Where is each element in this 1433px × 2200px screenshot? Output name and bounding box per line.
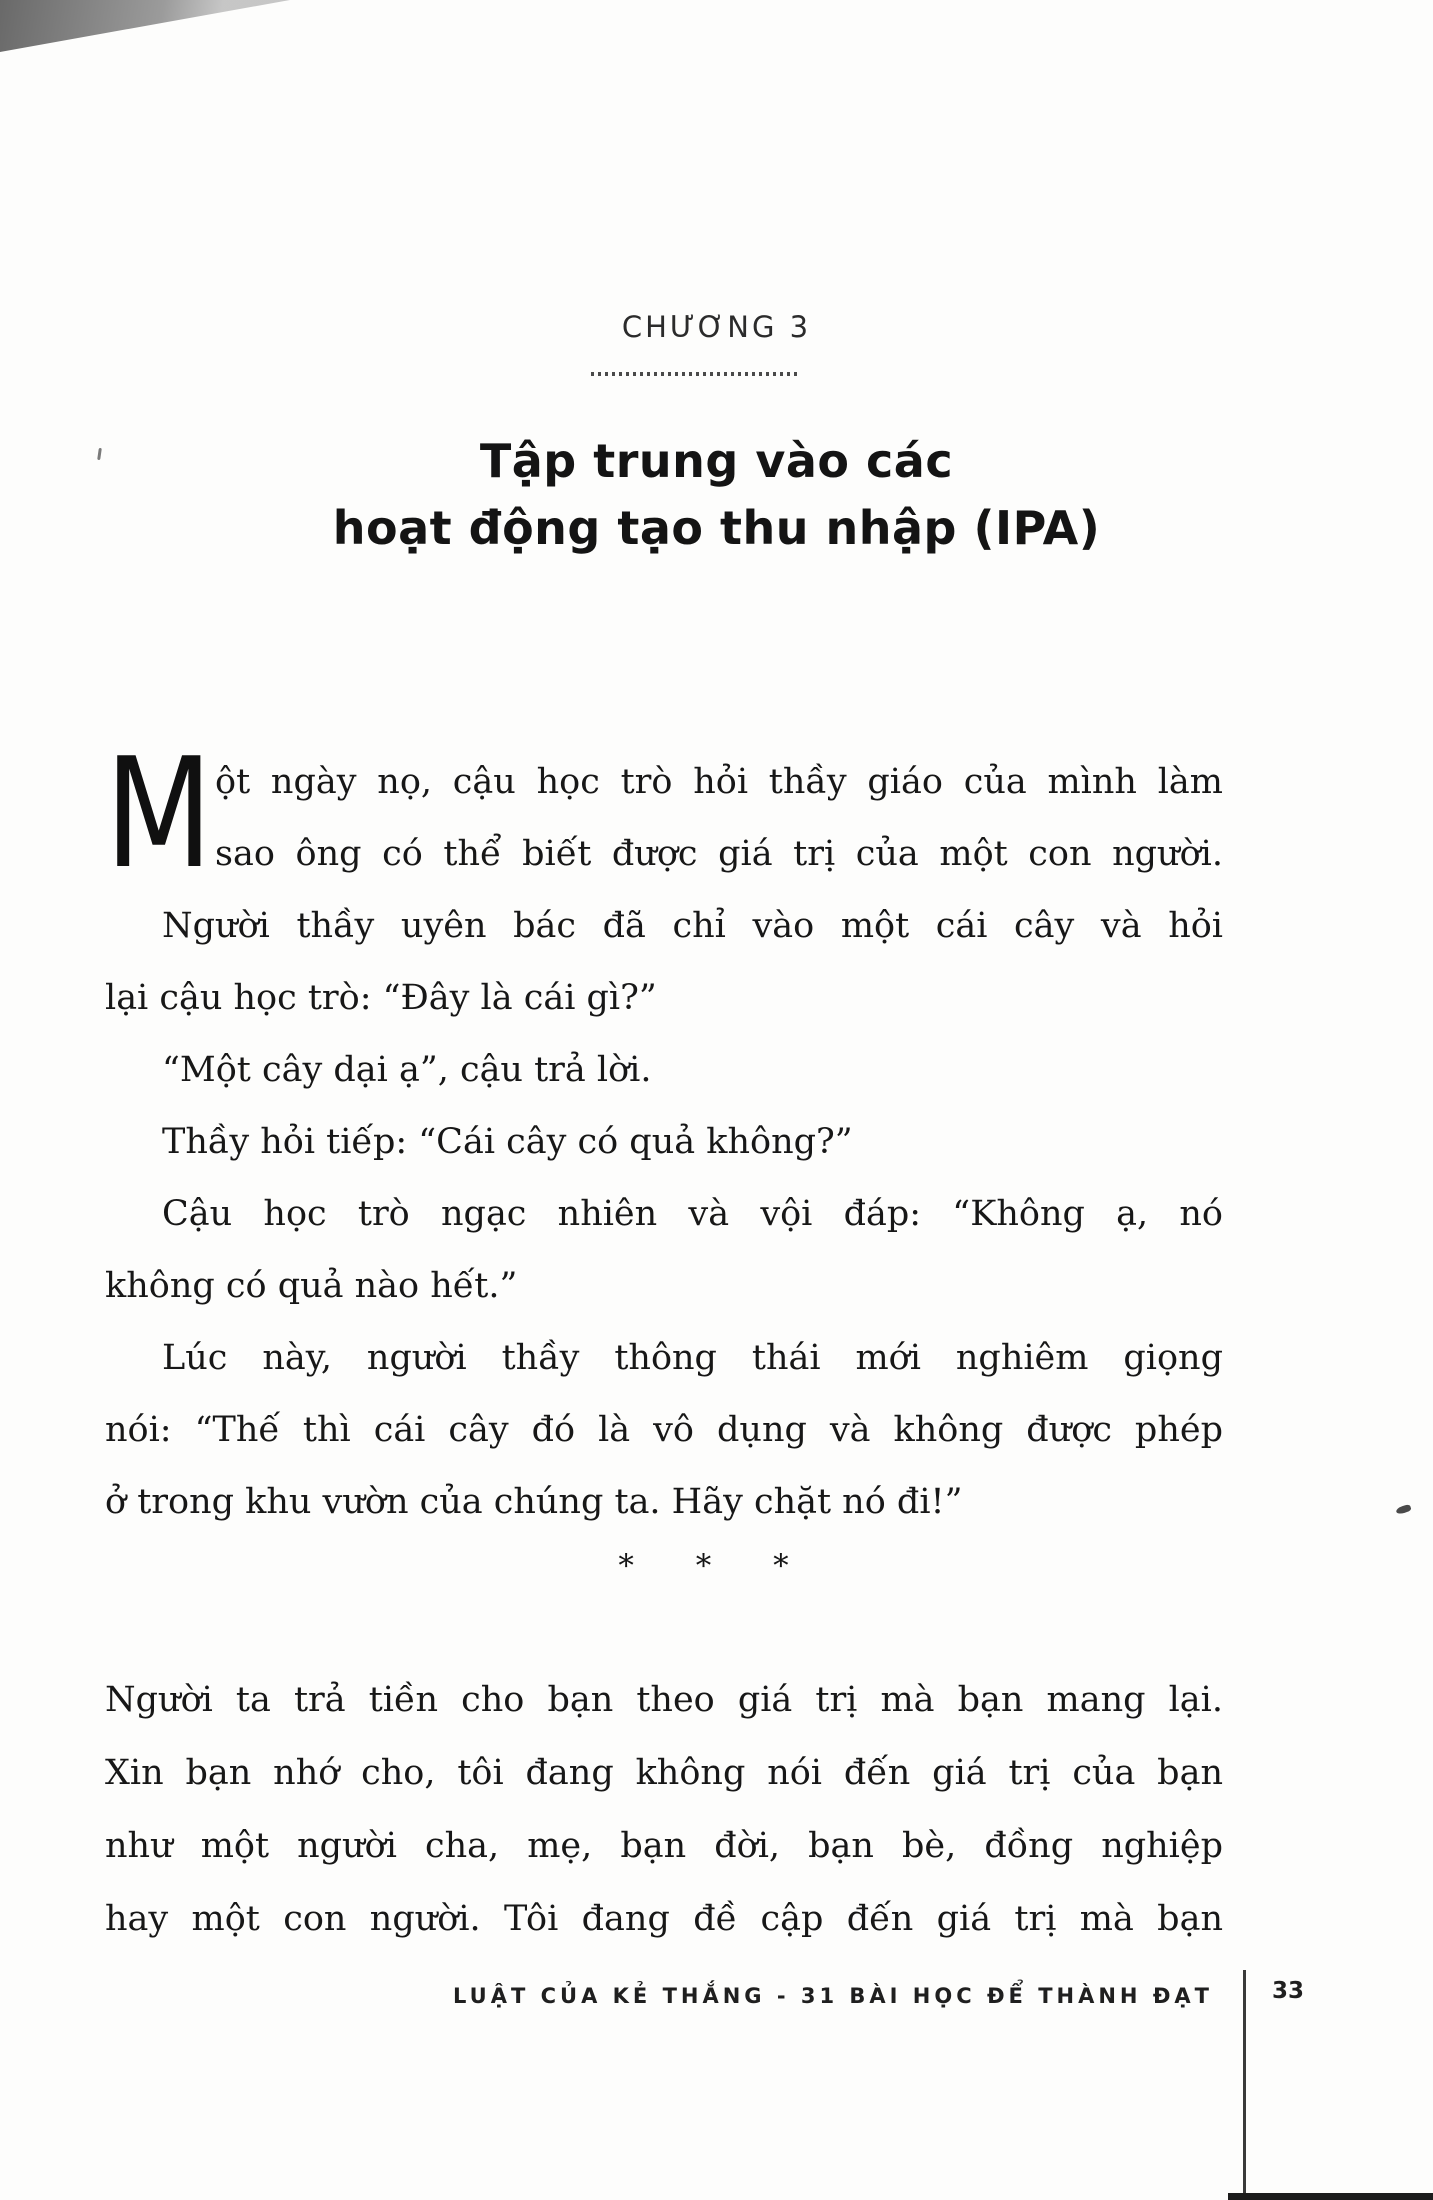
body-line: hay một con người. Tôi đang đề cập đến giá trị mà bạn	[105, 1899, 1223, 1939]
chapter-label: CHƯƠNG 3	[621, 310, 812, 344]
scan-speck-right-margin	[1395, 1504, 1411, 1515]
body-line: Người ta trả tiền cho bạn theo giá trị mà bạn mang lại.	[105, 1680, 1223, 1720]
body-line: như một người cha, mẹ, bạn đời, bạn bè, đồng nghiệp	[105, 1826, 1223, 1866]
story-paragraphs	[105, 725, 1223, 1538]
body-line: nói: “Thế thì cái cây đó là vô dụng và không được phép	[105, 1410, 1223, 1450]
scan-artifact-bottom-edge	[1228, 2193, 1433, 2200]
running-footer-title: LUẬT CỦA KẺ THẮNG - 31 BÀI HỌC ĐỂ THÀNH ĐẠT	[453, 1984, 1213, 2008]
body-line: Cậu học trò ngạc nhiên và vội đáp: “Không ạ, nó	[162, 1194, 1223, 1234]
chapter-title-line1: Tập trung vào các	[479, 434, 954, 488]
body-line: Người thầy uyên bác đã chỉ vào một cái cây và hỏi	[162, 906, 1223, 946]
section-separator-asterisks: * * *	[618, 1548, 815, 1584]
chapter-divider-dotted-line	[591, 372, 799, 376]
chapter-title-line2: hoạt động tạo thu nhập (IPA)	[332, 501, 1101, 555]
drop-cap-letter: M	[105, 725, 208, 902]
body-line: “Một cây dại ạ”, cậu trả lời.	[162, 1050, 652, 1090]
body-line: ột ngày nọ, cậu học trò hỏi thầy giáo của mình làm	[215, 762, 1223, 802]
body-line: lại cậu học trò: “Đây là cái gì?”	[105, 978, 657, 1018]
body-line: ở trong khu vườn của chúng ta. Hãy chặt nó đi!”	[105, 1482, 963, 1522]
body-line: Lúc này, người thầy thông thái mới nghiêm giọng	[162, 1338, 1223, 1378]
body-line: không có quả nào hết.”	[105, 1266, 518, 1306]
body-line: sao ông có thể biết được giá trị của một con người.	[215, 834, 1223, 874]
chapter-title	[0, 428, 1433, 562]
body-line: Xin bạn nhớ cho, tôi đang không nói đến giá trị của bạn	[105, 1753, 1223, 1793]
body-line: Thầy hỏi tiếp: “Cái cây có quả không?”	[162, 1122, 853, 1162]
closing-paragraph	[105, 1664, 1223, 1956]
scan-artifact-corner	[0, 0, 290, 52]
footer-divider-line	[1243, 1970, 1246, 2200]
page-number: 33	[1272, 1978, 1305, 2004]
